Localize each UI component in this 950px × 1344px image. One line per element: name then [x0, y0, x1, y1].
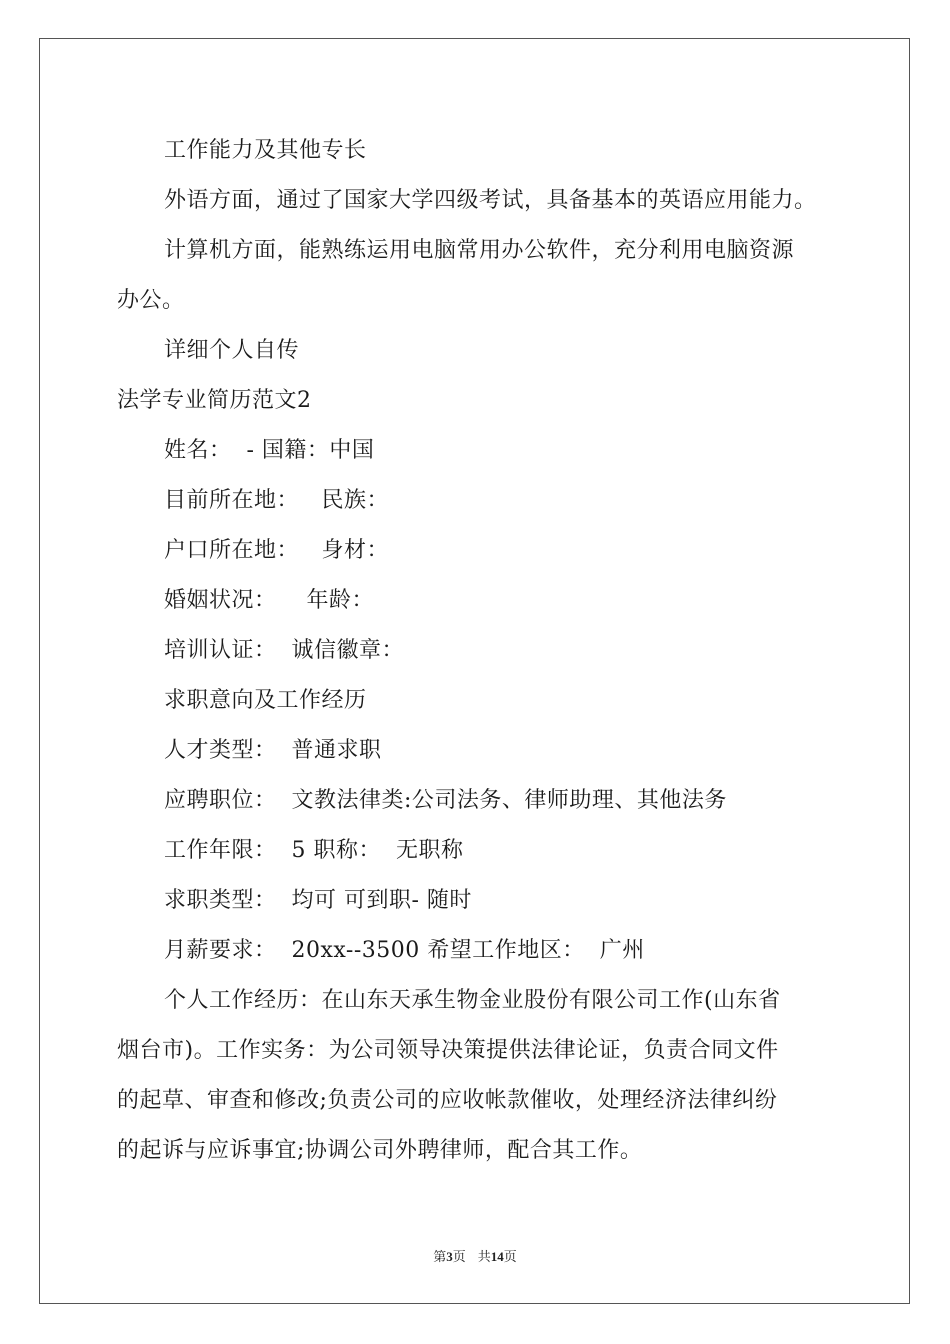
paragraph-experience-cont-3: 的起诉与应诉事宜;协调公司外聘律师，配合其工作。 — [117, 1138, 643, 1163]
document-title: 法学专业简历范文2 — [117, 388, 312, 413]
total-pages: 14 — [490, 1249, 504, 1264]
field-hukou-build: 户口所在地： 身材： — [164, 538, 389, 563]
paragraph-experience-cont-2: 的起草、审查和修改;负责公司的应收帐款催收，处理经济法律纠纷 — [117, 1088, 778, 1113]
field-location-ethnicity: 目前所在地： 民族： — [164, 488, 389, 513]
paragraph-experience: 个人工作经历：在山东天承生物金业股份有限公司工作(山东省 — [164, 988, 781, 1013]
paragraph-language: 外语方面，通过了国家大学四级考试，具备基本的英语应用能力。 — [164, 188, 817, 213]
field-position: 应聘职位： 文教法律类:公司法务、律师助理、其他法务 — [164, 788, 727, 813]
paragraph-computer: 计算机方面，能熟练运用电脑常用办公软件，充分利用电脑资源 — [164, 238, 795, 263]
field-years-title: 工作年限： 5 职称： 无职称 — [164, 838, 464, 863]
section-heading-intent: 求职意向及工作经历 — [164, 688, 367, 713]
paragraph-experience-cont-1: 烟台市)。工作实务：为公司领导决策提供法律论证，负责合同文件 — [117, 1038, 779, 1063]
document-body — [117, 126, 847, 1176]
total-prefix: 共 — [477, 1249, 491, 1264]
page-suffix: 页 — [452, 1249, 466, 1264]
total-suffix: 页 — [503, 1249, 517, 1264]
page-prefix: 第 — [433, 1249, 447, 1264]
field-job-type: 求职类型： 均可 可到职- 随时 — [164, 888, 472, 913]
page-footer — [0, 1246, 950, 1265]
section-heading-autobiography: 详细个人自传 — [164, 338, 300, 363]
section-heading-skills: 工作能力及其他专长 — [164, 138, 367, 163]
field-marital-age: 婚姻状况： 年龄： — [164, 588, 374, 613]
page-number: 3 — [446, 1249, 453, 1264]
field-certification-badge: 培训认证： 诚信徽章： — [164, 638, 404, 663]
field-talent-type: 人才类型： 普通求职 — [164, 738, 382, 763]
paragraph-computer-cont: 办公。 — [117, 288, 185, 313]
field-name-nationality: 姓名： - 国籍：中国 — [164, 438, 375, 463]
field-salary-region: 月薪要求： 20xx--3500 希望工作地区： 广州 — [164, 938, 645, 963]
